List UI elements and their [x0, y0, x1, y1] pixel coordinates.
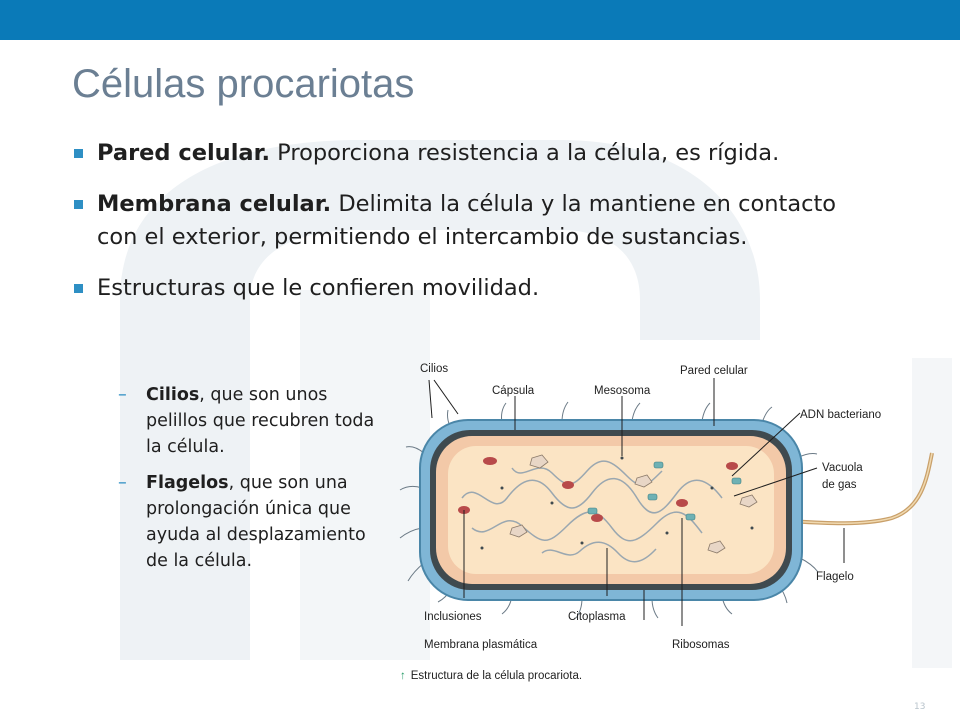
bullet-square-icon	[74, 284, 83, 293]
label-vacuola-de-gas: Vacuola de gas	[822, 462, 863, 491]
bullet-term: Membrana celular.	[97, 191, 332, 217]
bullet-membrana-celular	[70, 188, 870, 254]
label-adn-bacteriano: ADN bacteriano	[800, 409, 882, 421]
page-number: 13	[914, 702, 926, 712]
top-bar	[0, 0, 960, 40]
sub-bullet-flagelos	[118, 470, 388, 574]
up-arrow-icon: ↑	[400, 670, 406, 682]
label-flagelo: Flagelo	[816, 571, 854, 583]
label-inclusiones: Inclusiones	[424, 611, 482, 623]
slide-title: Células procariotas	[72, 62, 415, 106]
prokaryote-diagram	[392, 358, 952, 690]
dash-marker: –	[118, 473, 127, 493]
bullet-text: Delimita la célula y la mantiene en contacto con el exterior, permitiendo el intercambio de sustancias.	[97, 191, 837, 250]
label-capsula: Cápsula	[492, 385, 535, 397]
sub-bullet-term: Cilios	[146, 385, 200, 405]
bullet-square-icon	[74, 200, 83, 209]
sub-bullet-cilios	[118, 382, 388, 460]
bullet-text: Estructuras que le confieren movilidad.	[97, 275, 540, 301]
sub-bullet-list	[118, 382, 388, 574]
label-membrana-plasmatica: Membrana plasmática	[424, 639, 538, 651]
label-cilios: Cilios	[420, 363, 449, 375]
dash-marker: –	[118, 385, 127, 405]
bullet-square-icon	[74, 149, 83, 158]
label-ribosomas: Ribosomas	[672, 639, 730, 651]
sub-bullet-text: , que son una prolongación única que ayuda al desplazamiento de la célula.	[146, 473, 366, 571]
label-mesosoma: Mesosoma	[594, 385, 651, 397]
bullet-term: Pared celular.	[97, 140, 271, 166]
bullet-movilidad	[70, 272, 870, 305]
figure-caption	[400, 670, 582, 682]
main-bullet-list	[70, 137, 870, 305]
bullet-pared-celular	[70, 137, 870, 170]
bullet-text: Proporciona resistencia a la célula, es rígida.	[270, 140, 780, 166]
sub-bullet-term: Flagelos	[146, 473, 229, 493]
sub-bullet-text: , que son unos pelillos que recubren toda la célula.	[146, 385, 375, 457]
figure-caption-text: Estructura de la célula procariota.	[410, 670, 583, 682]
label-pared-celular: Pared celular	[680, 365, 748, 377]
label-citoplasma: Citoplasma	[568, 611, 626, 623]
